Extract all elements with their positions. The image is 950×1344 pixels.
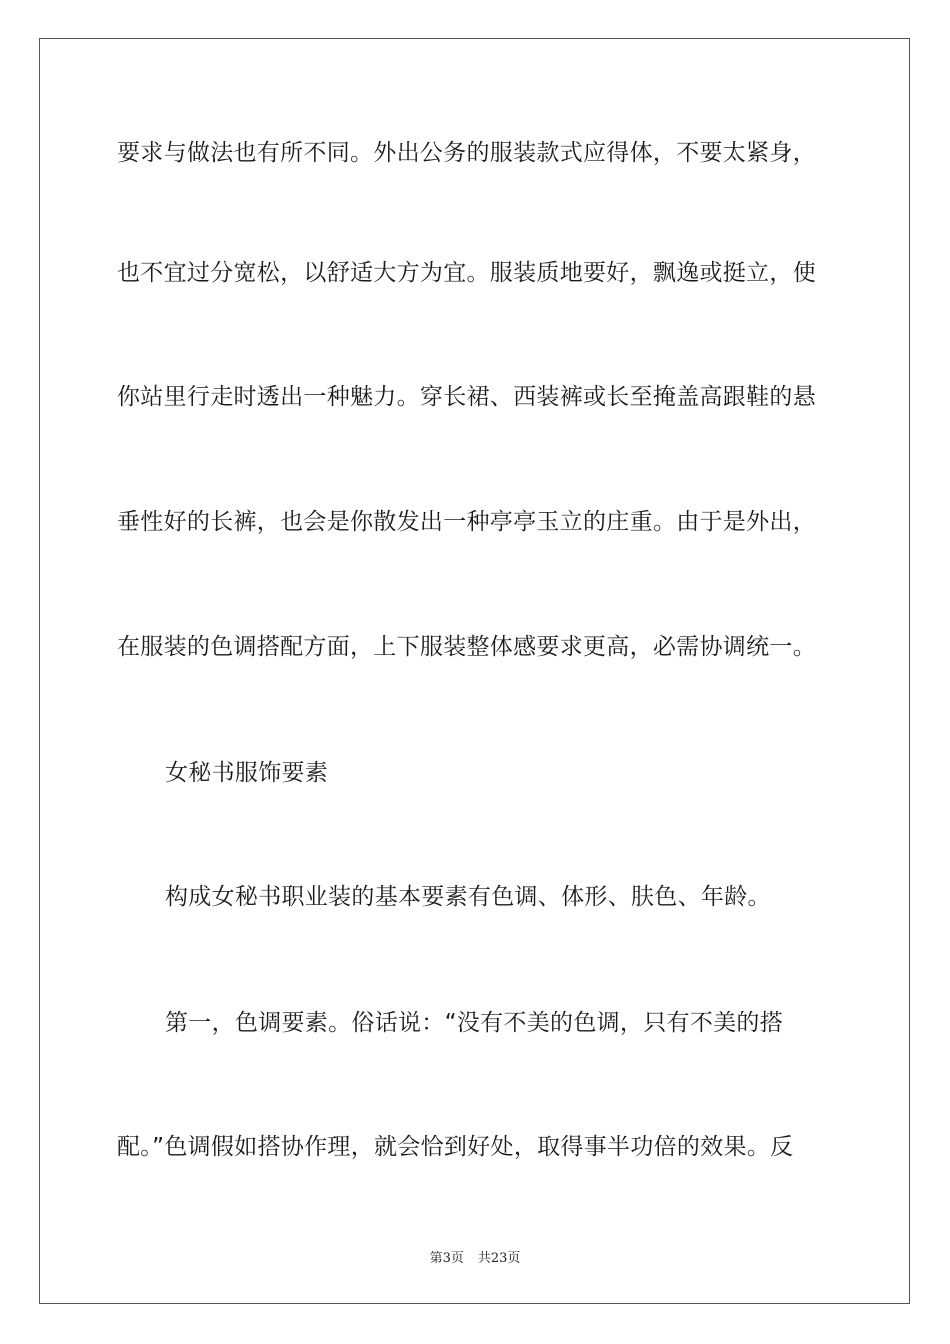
body-line-9: 配。”色调假如搭协作理，就会恰到好处，取得事半功倍的效果。反 <box>117 1134 794 1160</box>
body-line-4: 垂性好的长裤，也会是你散发出一种亭亭玉立的庄重。由于是外出， <box>117 509 816 535</box>
page-total: 共23页 <box>477 1251 521 1266</box>
body-line-7: 构成女秘书职业装的基本要素有色调、体形、肤色、年龄。 <box>165 884 771 910</box>
page-border <box>39 38 910 1304</box>
page-number: 第3页 <box>429 1251 464 1266</box>
body-line-2: 也不宜过分宽松，以舒适大方为宜。服装质地要好，飘逸或挺立，使 <box>117 260 816 286</box>
body-line-5: 在服装的色调搭配方面，上下服装整体感要求更高，必需协调统一。 <box>117 634 816 660</box>
section-heading: 女秘书服饰要素 <box>165 760 329 786</box>
body-line-1: 要求与做法也有所不同。外出公务的服装款式应得体，不要太紧身， <box>117 140 816 166</box>
body-line-3: 你站里行走时透出一种魅力。穿长裙、西装裤或长至掩盖高跟鞋的悬 <box>117 384 816 410</box>
body-line-8: 第一，色调要素。俗话说：“没有不美的色调，只有不美的搭 <box>165 1010 784 1036</box>
page-footer <box>0 1247 950 1266</box>
